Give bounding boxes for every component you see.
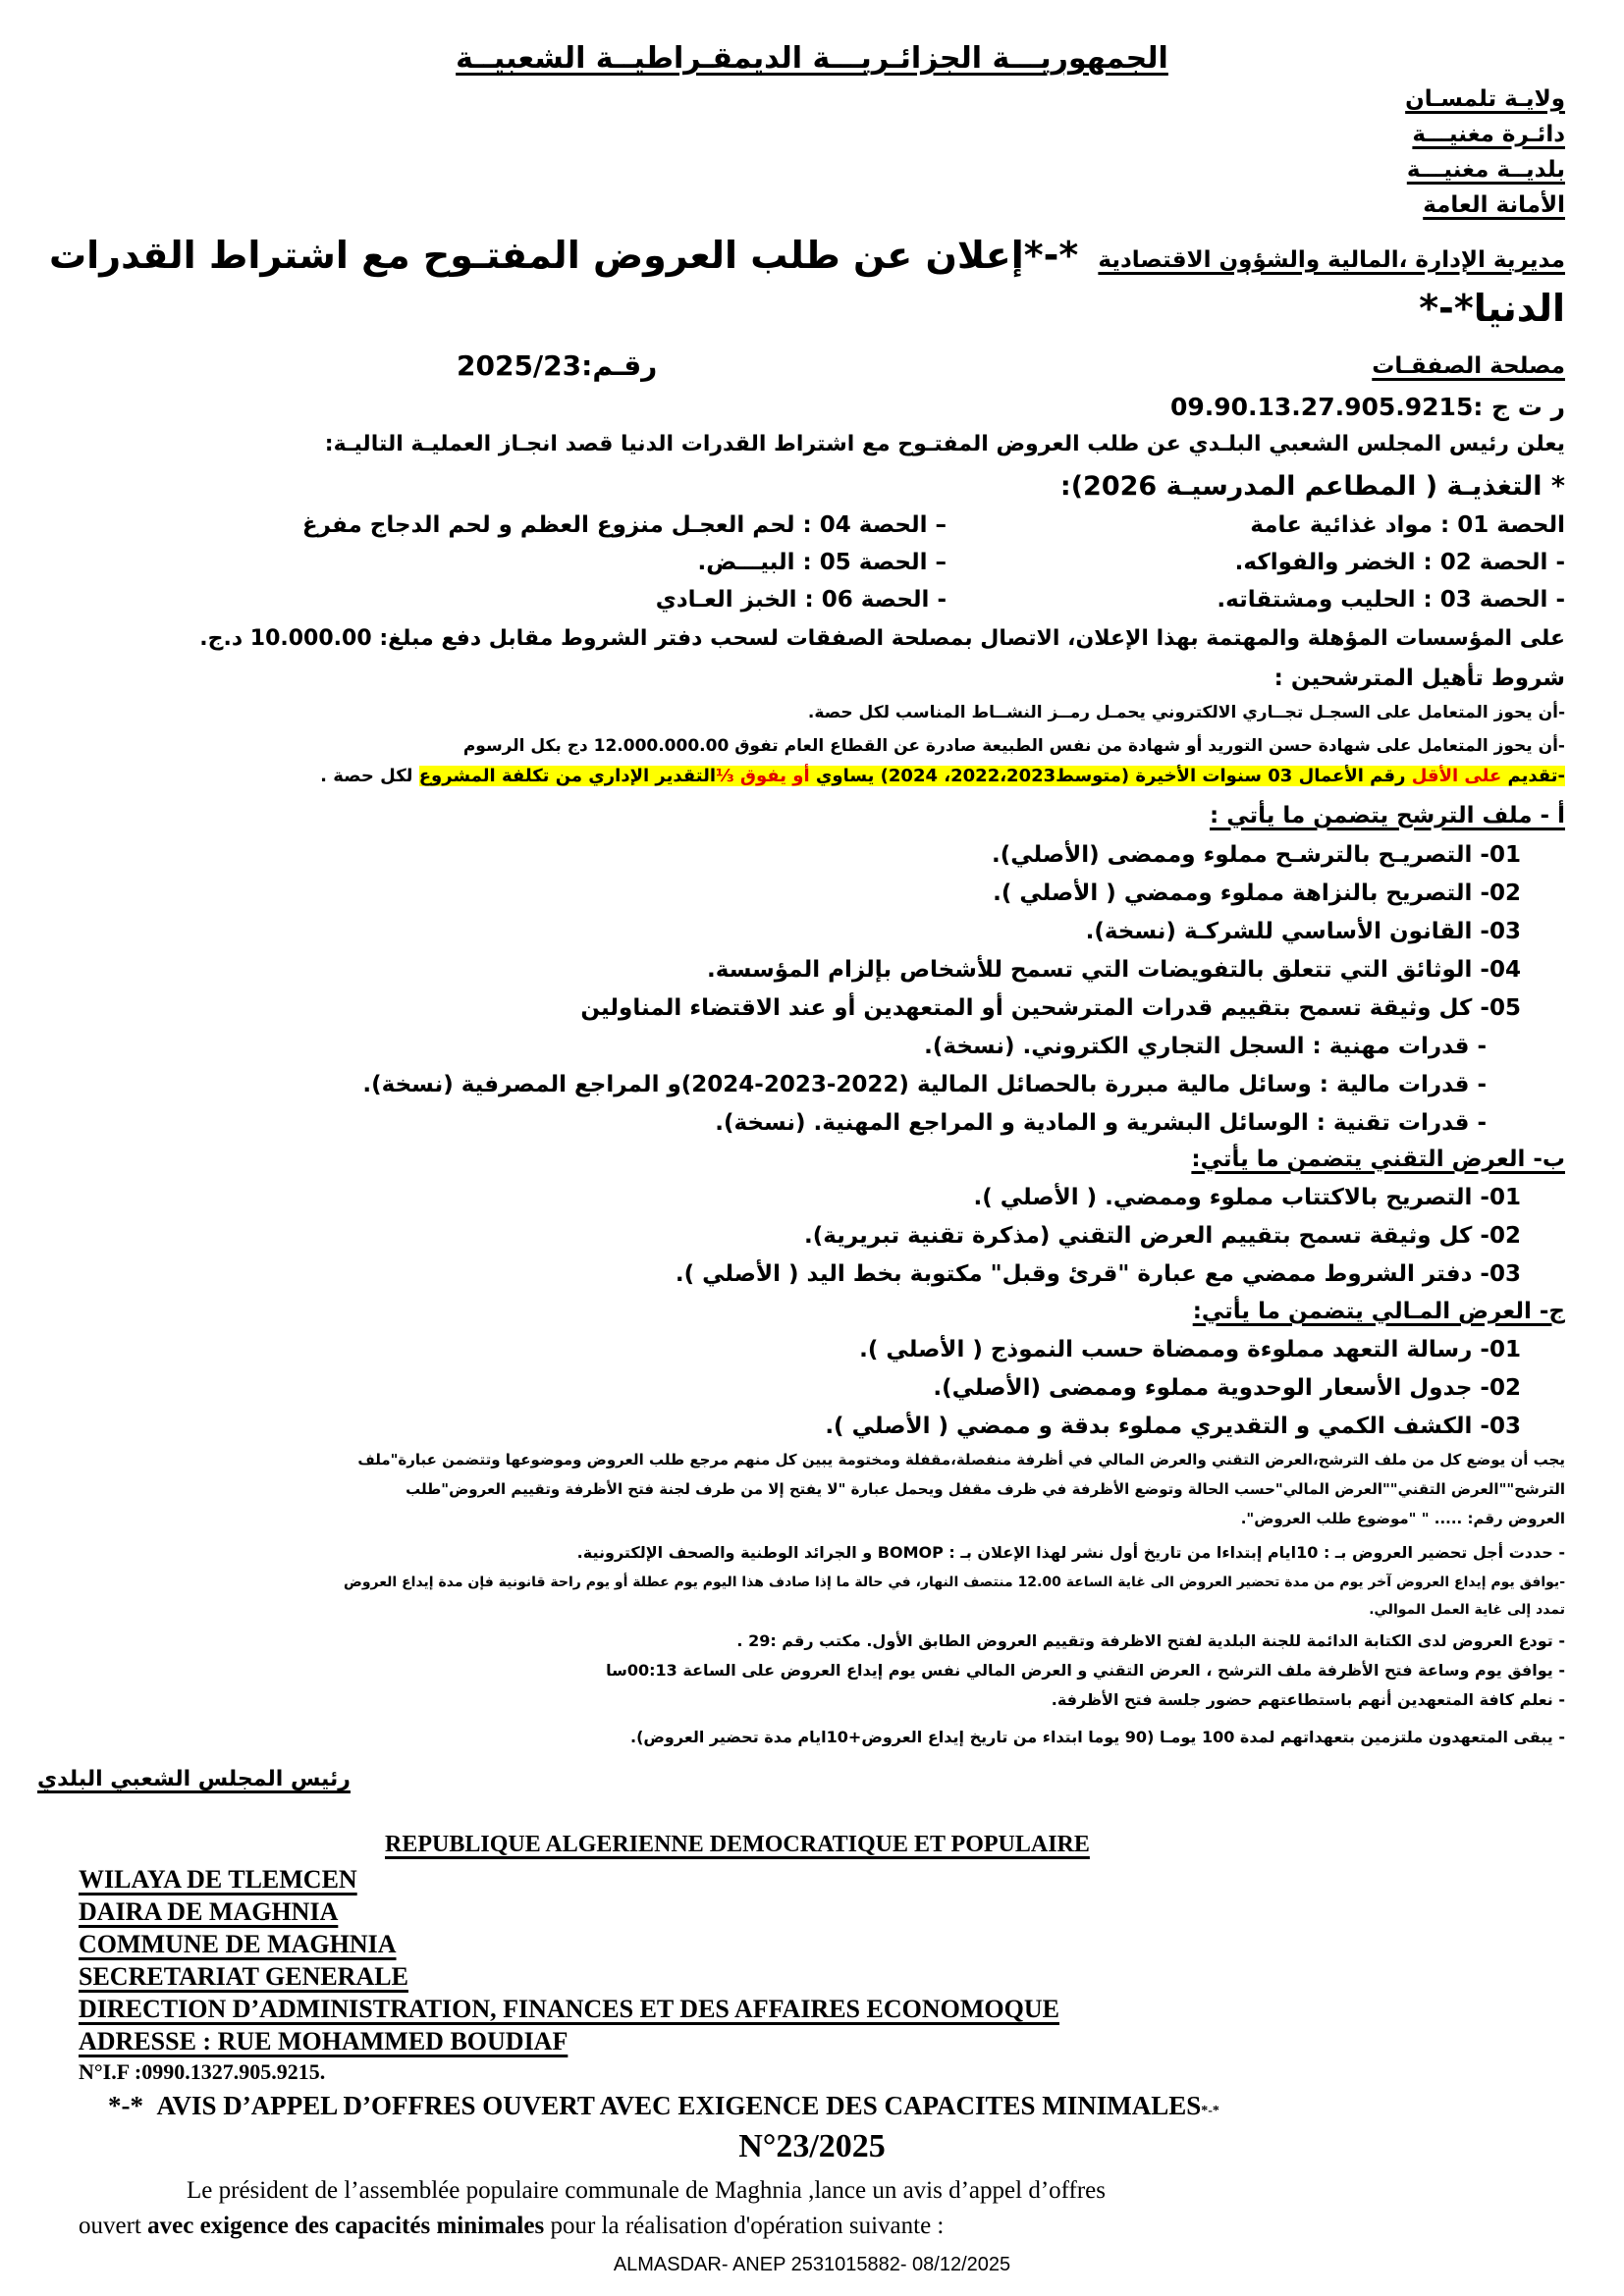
notice-number-fr: N°23/2025 (738, 2128, 886, 2164)
direction-ar: مديرية الإدارة ،المالية والشؤون الاقتصادية (1098, 247, 1565, 273)
lot-06: - الحصة 06 : الخبز العـادي (655, 587, 947, 613)
lot-04: – الحصة 04 : لحم العجـل منزوع العظم و لحم الدجاج مفرغ (301, 512, 947, 538)
lot-01: الحصة 01 : مواد غذائية عامة (1250, 512, 1565, 538)
intro-bold-text: avec exigence des capacités minimales (147, 2213, 545, 2239)
note: -يوافق يوم إيداع العروض آخر يوم من مدة تحضير العروض الى غاية الساعة 12.00 منتصف النهار، في حالة ما إذا صادف هذا اليوم يوم عطلة أو يوم راحة قانونية فإن مدة إيداع العروض (344, 1575, 1565, 1590)
condition-1: -أن يحوز المتعامل على السجـل تجــاري الالكتروني يحمـل رمــز النشــاط المناسب لكل حصة. (807, 703, 1565, 722)
notice-title-text: AVIS D’APPEL D’OFFRES OUVERT AVEC EXIGENCE DES CAPACITES MINIMALES (156, 2091, 1202, 2120)
notice-title-cont-ar: الدنيا*-* (1419, 287, 1565, 330)
title-star-prefix: *-* (108, 2091, 143, 2120)
wilaya-ar: ولايـة تلمسـان (1405, 86, 1565, 112)
intro-text: ouvert (79, 2213, 148, 2239)
section-c-item: 01- رسالة التعهد مملوءة وممضاة حسب النموذج ( الأصلي ). (859, 1337, 1521, 1362)
condition-3-red: على الأقل (1411, 766, 1502, 786)
section-a-subitem: - قدرات مالية : وسائل مالية مبررة بالحصائل المالية (2022-2023-2024)و المراجع المصرفية (نسخة). (362, 1072, 1487, 1097)
commune-ar: بلديــة مغنيـــة (1406, 157, 1565, 183)
section-c-item: 02- جدول الأسعار الوحدوية مملوء وممضى (الأصلي). (933, 1375, 1521, 1401)
section-a-item: 04- الوثائق التي تتعلق بالتفويضات التي تسمح للأشخاص بإلزام المؤسسة. (707, 957, 1521, 983)
intro-line-fr (79, 2213, 944, 2240)
section-a-item: 02- التصريح بالنزاهة مملوء وممضي ( الأصلي ). (993, 881, 1521, 906)
condition-3 (320, 766, 1565, 786)
section-a-subitem: - قدرات تقنية : الوسائل البشرية و المادية و المراجع المهنية. (نسخة). (715, 1110, 1487, 1136)
header-line-fr: DAIRA DE MAGHNIA (79, 1897, 339, 1926)
section-b-item: 03- دفتر الشروط ممضي مع عبارة "قرئ وقبل" مكتوبة بخط اليد ( الأصلي ). (675, 1261, 1521, 1287)
intro-line-fr: Le président de l’assemblée populaire communale de Maghnia ,lance un avis d’appel d’offres (187, 2177, 1106, 2204)
section-a-subitem: - قدرات مهنية : السجل التجاري الكتروني. (نسخة). (924, 1034, 1487, 1059)
section-b-title: ب- العرض التقني يتضمن ما يأتي: (1191, 1147, 1565, 1172)
note: - يوافق يوم وساعة فتح الأظرفة ملف الترشح ، العرض التقني و العرض المالي نفس يوم إيداع العروض على الساعة 00:13سا (606, 1661, 1565, 1680)
lot-03: - الحصة 03 : الحليب ومشتقاته. (1217, 587, 1565, 613)
envelope-paragraph-line: الترشح""العرض التقني""العرض المالي"حسب الحالة وتوضع الأظرفة في ظرف مقفل ويحمل عبارة "لا يفتح إلا من طرف لجنة فتح الأظرفة وتقييم العروض"طلب (406, 1480, 1565, 1498)
republic-title-fr: REPUBLIQUE ALGERIENNE DEMOCRATIQUE ET POPULAIRE (385, 1832, 1090, 1857)
conditions-title: شروط تأهيل المترشحين : (1273, 666, 1565, 691)
nif-ar: ر ت ج :09.90.13.27.905.9215 (1169, 393, 1565, 421)
header-line-fr: DIRECTION D’ADMINISTRATION, FINANCES ET DES AFFAIRES ECONOMOQUE (79, 1995, 1059, 2023)
notice-title-ar: *-*إعلان عن طلب العروض المفتـوح مع اشتراط القدرات (49, 234, 1079, 277)
note: - تودع العروض لدى الكتابة الدائمة للجنة البلدية لفتح الاظرفة وتقييم العروض الطابق الأول. مكتب رقم :29 . (736, 1631, 1565, 1650)
republic-title-ar: الجمهوريـــة الجزائـريـــة الديمقـراطيــة الشعبيــة (456, 41, 1168, 76)
notice-title-fr (108, 2091, 1219, 2121)
note: - يبقى المتعهدون ملتزمين بتعهداتهم لمدة 100 يومـا (90 يوما ابتداء من تاريخ إيداع العروض+10ايام مدة تحضير العروض). (630, 1728, 1565, 1746)
section-a-item: 05- كل وثيقة تسمح بتقييم قدرات المترشحين أو المتعهدين أو عند الاقتضاء المناولين (580, 995, 1521, 1021)
section-c-item: 03- الكشف الكمي و التقديري مملوء بدقة و ممضي ( الأصلي ). (825, 1414, 1521, 1439)
envelope-paragraph-line: العروض رقم: ..... " "موضوع طلب العروض". (1240, 1510, 1565, 1527)
section-b-item: 02- كل وثيقة تسمح بتقييم العرض التقني (مذكرة تقنية تبريرية). (804, 1223, 1521, 1249)
secretariat-ar: الأمانة العامة (1423, 192, 1565, 218)
section-c-title: ج- العرض المـالي يتضمن ما يأتي: (1192, 1299, 1565, 1324)
section-b-item: 01- التصريح بالاكتتاب مملوء وممضي. ( الأصلي ). (973, 1185, 1521, 1210)
header-line-fr: ADRESSE : RUE MOHAMMED BOUDIAF (79, 2027, 568, 2056)
condition-3-part: -تقديم (1501, 766, 1565, 786)
condition-3-red: أو يفوق ⅓ (716, 766, 810, 786)
service-ar: مصلحة الصفقـات (1372, 353, 1565, 379)
notice-number-ar: رقـم:2025/23 (457, 349, 658, 382)
lot-05: – الحصة 05 : البيـــض. (697, 550, 947, 575)
header-line-fr: WILAYA DE TLEMCEN (79, 1865, 357, 1894)
header-line-fr: COMMUNE DE MAGHNIA (79, 1930, 397, 1958)
note: - حددت أجل تحضير العروض بـ : 10ايام إبتداءا من تاريخ أول نشر لهذا الإعلان بـ : BOMOP و الجرائد الوطنية والصحف الإلكترونية. (576, 1543, 1565, 1562)
footer-reference: ALMASDAR- ANEP 2531015882- 08/12/2025 (613, 2254, 1011, 2275)
lot-02: - الحصة 02 : الخضر والفواكه. (1234, 550, 1565, 575)
intro-ar: يعلن رئيس المجلس الشعبي البلـدي عن طلب العروض المفتـوح مع اشتراط القدرات الدنيا قصد انجـاز العمليـة التاليـة: (324, 432, 1565, 456)
signature-ar: رئيس المجلس الشعبي البلدي (37, 1767, 351, 1791)
condition-3-part: رقم الأعمال 03 سنوات الأخيرة (متوسط2022،2023، 2024) يساوي (809, 766, 1412, 786)
envelope-paragraph-line: يجب أن يوضع كل من ملف الترشح،العرض التقني والعرض المالي في أظرفة منفصلة،مقفلة ومختومة يبين كل منهم مرجع طلب العروض وموضوعها وتتضمن عبارة"ملف (357, 1451, 1565, 1468)
section-a-title: أ - ملف الترشح يتضمن ما يأتي : (1210, 803, 1565, 828)
operation-ar: * التغذيـة ( المطاعم المدرسيـة 2026): (1059, 471, 1565, 502)
intro-text: pour la réalisation d'opération suivante : (544, 2213, 945, 2239)
condition-3-tail: لكل حصة . (320, 766, 419, 786)
section-a-item: 01- التصريـح بالترشـح مملوء وممضى (الأصلي). (992, 842, 1521, 868)
title-star-suffix: *-* (1201, 2104, 1219, 2118)
condition-3-highlight (419, 766, 1565, 786)
section-a-item: 03- القانون الأساسي للشركـة (نسخة). (1085, 919, 1521, 944)
note: - نعلم كافة المتعهدين أنهم باستطاعتهم حضور جلسة فتح الأظرفة. (1051, 1690, 1565, 1709)
note: تمدد إلى غاية العمل الموالي. (1369, 1602, 1565, 1618)
condition-3-part: التقدير الإداري من تكلفة المشروع (418, 766, 716, 786)
condition-2: -أن يحوز المتعامل على شهادة حسن التوريد أو شهادة من نفس الطبيعة صادرة عن القطاع العام تفوق 12.000.000.00 دج بكل الرسوم (462, 736, 1565, 756)
daira-ar: دائـرة مغنيـــة (1412, 122, 1565, 147)
header-line-fr: SECRETARIAT GENERALE (79, 1962, 408, 1991)
nif-fr: N°I.F :0990.1327.905.9215. (79, 2059, 326, 2084)
withdraw-text: على المؤسسات المؤهلة والمهتمة بهذا الإعلان، الاتصال بمصلحة الصفقات لسحب دفتر الشروط مقابل دفع مبلغ: 10.000.00 د.ج. (199, 626, 1565, 651)
